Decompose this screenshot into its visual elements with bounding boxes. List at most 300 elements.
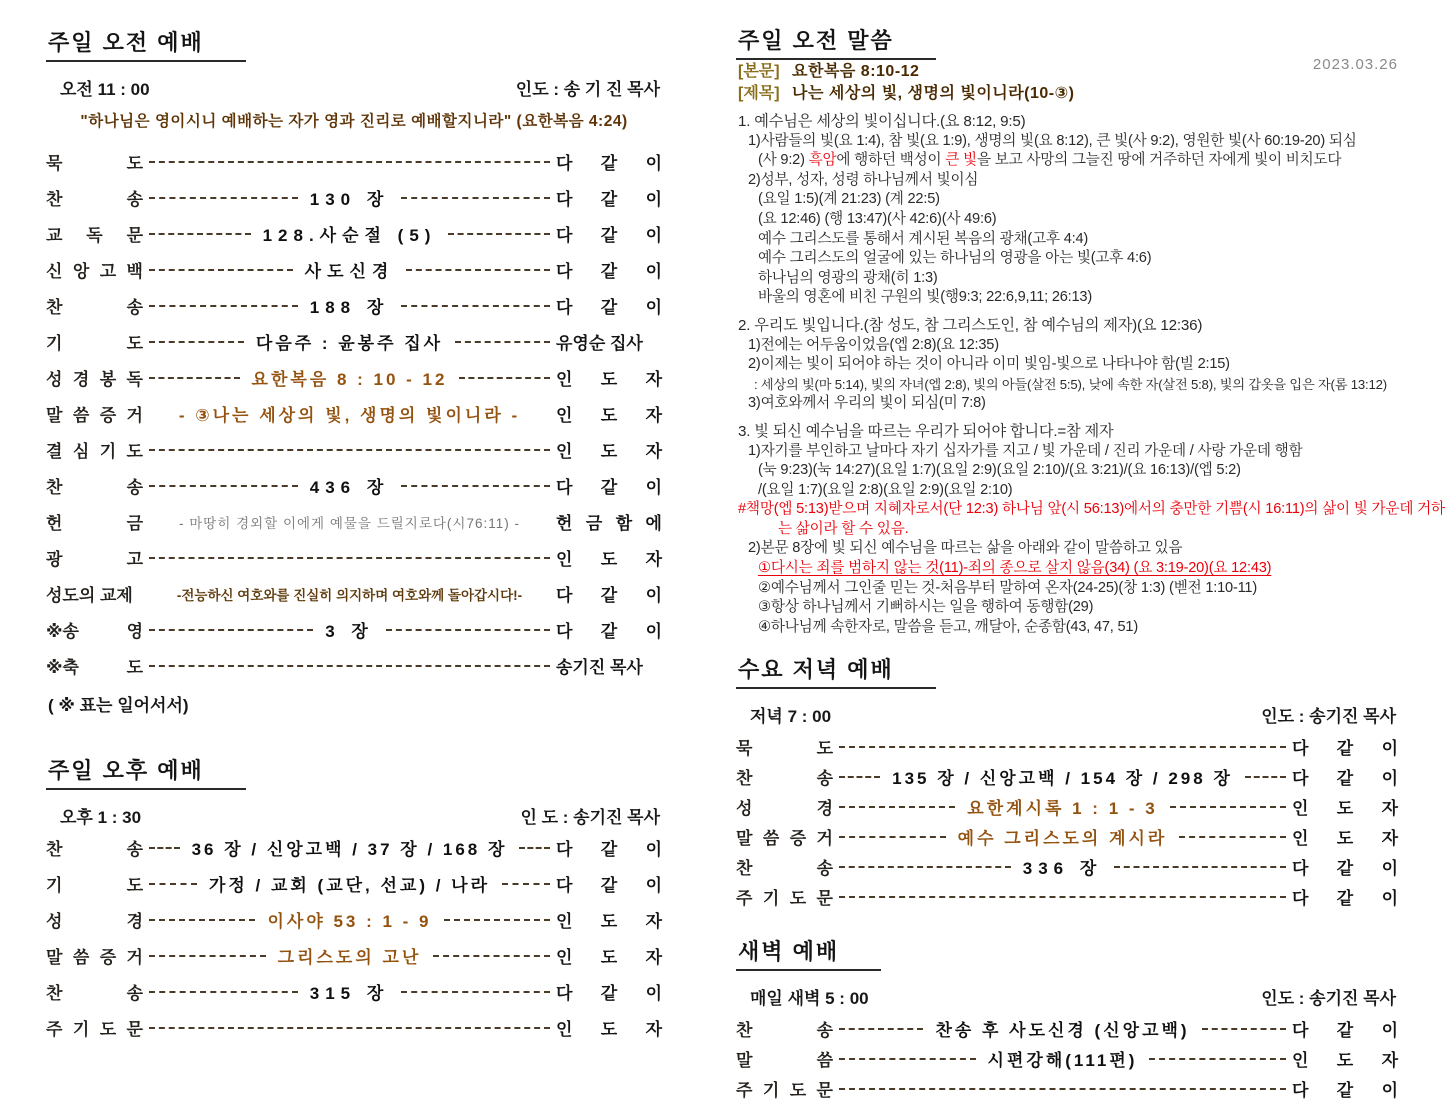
outline-line [758,269,1398,289]
row-respondent [1292,1016,1398,1041]
service-row [736,856,1398,877]
row-respondent-token: 금 [585,514,603,533]
row-label-token: 송 [126,478,143,497]
row-respondent [556,257,662,282]
service-row [46,945,662,966]
service-row [46,837,662,858]
row-label-token: 교 [46,226,63,245]
row-value: 다음주 : 윤봉주 집사 [255,334,444,353]
row-label [46,1015,143,1040]
row-middle [839,854,1286,879]
row-label-token: 문 [126,1020,143,1039]
row-middle [149,449,550,451]
row-label-token: 송 [816,769,833,789]
row-respondent-token: 자 [645,1020,662,1039]
dash-line [149,847,180,849]
row-respondent-token: 같 [600,622,618,641]
outline-line [758,598,1398,618]
row-label-token: 묵 [46,154,63,173]
row-label-token: 찬 [736,859,753,879]
row-label [736,1076,833,1101]
row-label-token: 경 [72,370,90,389]
row-middle [149,512,550,532]
outline-line [748,171,1398,191]
row-respondent-token: 자 [645,912,662,931]
outline-segment: 바울의 영혼에 비친 구원의 빛(행9:3; 22:6,9,11; 26:13) [758,289,1093,306]
outline-line [758,579,1398,599]
service-row [46,403,662,424]
service-row [46,583,662,604]
row-respondent-token: 같 [1336,889,1354,909]
outline-segment: (요 12:46) (행 13:47)(사 42:6)(사 49:6) [758,210,997,227]
row-label-token: 거 [816,829,833,849]
row-respondent-token: 이 [1381,769,1398,789]
outline-line [758,559,1398,579]
row-value: 예수 그리스도의 계시라 [957,829,1168,849]
row-respondent [556,473,662,498]
dash-line [401,485,550,487]
row-label-token: ※축 [46,658,79,677]
row-respondent-token: 다 [1292,889,1309,909]
outline-segment: 3. 빛 되신 예수님을 따르는 우리가 되어야 합니다.=참 제자 [738,422,1114,440]
row-respondent-token: 자 [1381,829,1398,849]
row-respondent [1292,854,1398,879]
outline-segment: 을 보고 사망의 그늘진 땅에 거주하던 자에게 빛이 비치도다 [976,152,1342,169]
row-respondent [1292,1046,1398,1071]
outline-segment: 1)사람들의 빛(요 1:4), 참 빛(요 1:9), 생명의 빛(요 8:12), 큰 빛(사 9:2), 영원한 빛(사 60:19-20) 되심 [748,132,1357,149]
service-row [736,886,1398,907]
outline-segment: ③항상 하나님께서 기뻐하시는 일을 행하여 동행함(29) [758,599,1094,616]
dash-line [149,883,197,885]
outline-segment: 1. 예수님은 세상의 빛이십니다.(요 8:12, 9:5) [738,113,1026,130]
row-label-token: 기 [46,334,63,353]
wednesday-info-line [750,702,1396,727]
outline-line [738,112,1398,132]
service-row [46,873,662,894]
row-label-token: 송 [816,1021,833,1041]
afternoon-time: 오후 1 : 30 [60,808,142,827]
dash-line [1170,806,1286,808]
row-label-token: 찬 [736,769,753,789]
row-respondent-token: 이 [645,190,662,209]
row-label-token: 말 [736,829,753,849]
row-respondent-token: 같 [600,298,618,317]
row-middle [839,1088,1286,1090]
row-respondent-token: 이 [645,876,662,895]
dash-line [1149,1058,1286,1060]
row-label-token: 찬 [46,298,63,317]
row-respondent [556,617,662,642]
row-respondent-token: 같 [600,154,618,173]
dash-line [406,269,550,271]
row-respondent-token: 이 [645,840,662,859]
dawn-service-section [736,935,1398,1099]
dash-line [839,806,955,808]
dash-line [433,955,550,957]
outline-segment: ①다시는 죄를 범하지 않는 것(11)-죄의 종으로 살지 않음(34) (요 3:19-20)(요 12:43) [758,560,1272,577]
service-row [46,367,662,388]
outline-segment: ②예수님께서 그인줄 믿는 것-처음부터 말하여 온자(24-25)(창 1:3) (벧전 1:10-11) [758,579,1258,596]
wednesday-leader: 인도 : 송기진 목사 [1261,707,1396,727]
row-respondent [1292,764,1398,789]
row-label [736,854,833,879]
row-respondent-token: 같 [600,840,618,859]
service-row [46,223,662,244]
service-row [46,909,662,930]
dash-line [149,665,550,667]
row-respondent-token: 도 [1336,829,1354,849]
dash-line [1114,866,1286,868]
right-column [736,24,1445,1108]
scripture-tag: [본문] [738,63,780,80]
row-label-token: ※송 [46,622,79,641]
row-label-token: 헌 [46,514,63,533]
service-row [46,619,662,640]
row-value: 3 장 [325,622,374,641]
row-middle [149,221,550,246]
row-middle [149,584,550,604]
row-label-token: 씀 [816,1051,833,1071]
row-middle [149,557,550,559]
row-value: 436 장 [309,478,390,497]
row-respondent-token: 같 [1336,739,1354,759]
dash-line [149,305,298,307]
row-respondent-token: 자 [645,370,662,389]
row-label [46,293,143,318]
row-respondent-token: 자 [645,550,662,569]
outline-segment: (사 9:2) [758,152,809,169]
wednesday-order-list [736,736,1398,907]
dash-line [839,776,880,778]
row-label-token: 문 [816,889,833,909]
row-label-token: 찬 [46,190,63,209]
row-respondent-token: 이 [645,478,662,497]
row-middle [149,185,550,210]
afternoon-leader: 인 도 : 송기진 목사 [520,808,660,827]
row-respondent [556,149,662,174]
row-respondent-token: 다 [1292,739,1309,759]
row-respondent-token: 도 [600,442,618,461]
row-respondent-token: 이 [645,984,662,1003]
dash-line [1179,836,1286,838]
row-label-token: 금 [126,514,143,533]
row-label-token: 기 [762,1081,780,1101]
row-label [736,734,833,759]
outline-line [738,500,1445,520]
outline-segment: 흑암 [808,152,837,169]
dash-line [149,449,550,451]
outline-segment: 예수 그리스도의 얼굴에 있는 하나님의 영광을 아는 빛(고후 4:6) [758,250,1152,267]
row-label-token: 고 [126,550,143,569]
service-row [736,1048,1398,1069]
outline-line [758,151,1398,171]
dash-line [149,955,266,957]
row-value: -전능하신 여호와를 진실히 의지하며 여호와께 돌아갑시다!- [176,587,523,603]
service-row [46,511,662,532]
row-label [46,365,143,390]
dash-line [401,197,550,199]
service-row [46,151,662,172]
outline-line [748,539,1398,559]
stand-footnote: ( ※ 표는 일어서서) [48,696,189,715]
row-middle [839,824,1286,849]
row-value: 188 장 [309,298,390,317]
row-label [46,329,143,354]
row-respondent-token: 같 [600,876,618,895]
outline-segment: 2. 우리도 빛입니다.(참 성도, 참 그리스도인, 참 예수님의 제자)(요 12:36) [738,316,1203,334]
row-respondent-token: 자 [645,406,662,425]
row-label [46,221,143,246]
row-label-token: 앙 [72,262,90,281]
outline-segment: 2)이제는 빛이 되어야 하는 것이 아니라 이미 빛임-빛으로 나타나야 함(빌 2:15) [748,356,1230,373]
row-value: 시편강해(111편) [987,1051,1138,1071]
row-respondent [556,437,662,462]
morning-time: 오전 11 : 00 [60,80,150,99]
row-respondent-token: 다 [556,984,573,1003]
row-respondent-token: 다 [1292,769,1309,789]
row-respondent [1292,794,1398,819]
row-middle [149,907,550,932]
outline-segment: ④하나님께 속한자로, 말씀을 듣고, 깨달아, 순종함(43, 47, 51) [758,618,1139,635]
row-label-token: 거 [126,948,143,967]
row-respondent-token: 유영순 집사 [556,334,643,353]
row-middle [149,871,550,896]
row-respondent-token: 인 [556,406,573,425]
row-respondent-token: 도 [600,912,618,931]
row-middle [149,979,550,1004]
row-respondent-token: 이 [1381,739,1398,759]
morning-order-list [46,151,662,676]
outline-segment: 는 삶이라 할 수 있음. [778,520,909,537]
row-respondent [556,943,662,968]
row-respondent-token: 같 [600,984,618,1003]
row-respondent [1292,824,1398,849]
row-label [736,824,833,849]
row-label [46,401,143,426]
row-label [46,185,143,210]
row-respondent [556,293,662,318]
row-middle [839,746,1286,748]
dash-line [149,161,550,163]
row-middle [149,401,550,426]
row-respondent-token: 인 [1292,829,1309,849]
row-label-token: 성 [46,912,63,931]
row-label-token: 주 [46,1020,63,1039]
row-label-token: 찬 [736,1021,753,1041]
row-label-token: 증 [789,829,807,849]
row-middle [149,665,550,667]
scripture-reference: 요한복음 8:10-12 [792,63,920,80]
dawn-leader: 인도 : 송기진 목사 [1261,989,1396,1009]
service-row [46,295,662,316]
service-row [736,736,1398,757]
service-row [46,547,662,568]
row-respondent-token: 다 [556,478,573,497]
row-respondent-token: 다 [1292,859,1309,879]
dash-line [401,305,550,307]
row-label [46,617,143,642]
row-middle [149,617,550,642]
row-respondent-token: 도 [1336,799,1354,819]
row-label-token: 신 [46,262,63,281]
row-label-token: 경 [126,912,143,931]
row-middle [149,473,550,498]
row-label [736,1046,833,1071]
outline-segment: 큰 빛 [945,152,977,169]
row-respondent-token: 같 [1336,769,1354,789]
row-value: 요한계시록 1 : 1 - 3 [967,799,1158,819]
row-respondent [1292,734,1398,759]
row-label [46,871,143,896]
row-respondent-token: 다 [556,154,573,173]
row-middle [839,794,1286,819]
row-middle [839,1046,1286,1071]
row-label-token: 거 [126,406,143,425]
dash-line [149,377,240,379]
worship-verse: "하나님은 영이시니 예배하는 자가 영과 진리로 예배할지니라" (요한복음 4:24) [80,113,628,130]
row-label-token: 성도의 교제 [46,586,133,605]
row-label-token: 독 [126,370,143,389]
row-label-token: 심 [72,442,90,461]
morning-service-title: 주일 오전 예배 [46,26,246,62]
dash-line [386,629,550,631]
outline-segment: 2)본문 8장에 빛 되신 예수님을 따르는 삶을 아래와 같이 말씀하고 있음 [748,540,1183,557]
row-respondent-token: 자 [1381,1051,1398,1071]
row-respondent-token: 같 [600,226,618,245]
row-label-token: 송 [126,840,143,859]
row-label-token: 도 [126,154,143,173]
row-label-token: 도 [789,1081,807,1101]
row-label-token: 송 [126,190,143,209]
afternoon-service-title: 주일 오후 예배 [46,754,246,790]
row-respondent-token: 인 [556,1020,573,1039]
dash-line [149,1027,550,1029]
row-label [46,653,143,678]
row-respondent-token: 도 [1336,1051,1354,1071]
row-label-token: 기 [762,889,780,909]
row-respondent-token: 같 [1336,1081,1354,1101]
row-middle [149,835,550,860]
row-label [736,884,833,909]
row-value: 315 장 [309,984,390,1003]
dash-line [149,919,255,921]
afternoon-order-list [46,837,662,1038]
row-respondent-token: 도 [600,406,618,425]
sermon-title-heading: 주일 오전 말씀 [736,24,936,60]
row-label-token: 씀 [762,829,780,849]
row-label-token: 도 [126,658,143,677]
row-label-token: 주 [736,1081,753,1101]
dawn-time: 매일 새벽 5 : 00 [750,989,869,1009]
wednesday-time: 저녁 7 : 00 [750,707,832,727]
row-respondent-token: 다 [1292,1021,1309,1041]
row-respondent-token: 헌 [556,514,573,533]
dash-line [401,991,550,993]
row-value: 130 장 [309,190,390,209]
row-respondent-token: 자 [645,442,662,461]
dash-line [519,847,550,849]
row-label-token: 성 [736,799,753,819]
service-row [46,1017,662,1038]
row-label-token: 문 [126,226,143,245]
row-label [46,943,143,968]
dash-line [839,896,1286,898]
dash-line [149,341,244,343]
sermon-outline [738,112,1445,637]
row-value: 128.사순절 (5) [262,226,437,245]
sermon-section [736,24,1445,637]
outline-segment: (요일 1:5)(계 21:23) (계 22:5) [758,191,940,208]
service-row [46,331,662,352]
row-label [46,149,143,174]
row-respondent-token: 다 [556,586,573,605]
outline-segment: /(요일 1:7)(요일 2:8)(요일 2:9)(요일 2:10) [758,481,1013,498]
dash-line [149,557,550,559]
row-label-token: 성 [46,370,63,389]
row-middle [149,257,550,282]
dash-line [149,269,293,271]
row-respondent-token: 인 [1292,1051,1309,1071]
row-label [46,979,143,1004]
dawn-order-list [736,1018,1398,1099]
row-respondent [556,329,662,354]
row-label-token: 찬 [46,984,63,1003]
dash-line [149,485,298,487]
row-label [46,257,143,282]
row-value: 336 장 [1022,859,1103,879]
dash-line [455,341,550,343]
row-label [46,581,143,606]
outline-line [748,336,1398,356]
row-label-token: 말 [46,948,63,967]
outline-segment: 3)여호와께서 우리의 빛이 되심(미 7:8) [748,395,986,412]
row-respondent [556,653,662,678]
row-middle [149,1027,550,1029]
row-respondent-token: 인 [556,370,573,389]
row-label-token: 찬 [46,840,63,859]
row-respondent-token: 이 [1381,859,1398,879]
row-label-token: 도 [99,1020,117,1039]
row-respondent-token: 이 [645,586,662,605]
row-label-token: 기 [46,876,63,895]
outline-segment: 예수 그리스도를 통해서 계시된 복음의 광채(고후 4:4) [758,230,1089,247]
row-respondent-token: 도 [600,1020,618,1039]
morning-info-line [60,75,660,100]
row-value: 그리스도의 고난 [277,948,422,967]
outline-line [738,316,1398,336]
sermon-subject: 나는 세상의 빛, 생명의 빛이니라(10-③) [792,85,1075,102]
row-label-token: 도 [816,739,833,759]
row-label [46,545,143,570]
row-respondent-token: 같 [1336,859,1354,879]
row-respondent-token: 다 [1292,1081,1309,1101]
row-respondent-token: 같 [600,190,618,209]
row-respondent-token: 인 [556,550,573,569]
outline-line [748,132,1398,152]
service-row [736,1018,1398,1039]
row-label-token: 도 [789,889,807,909]
row-respondent-token: 다 [556,298,573,317]
outline-line [758,618,1398,638]
row-respondent-token: 다 [556,622,573,641]
outline-segment: 에 행하던 백성이 [836,152,946,169]
row-label-token: 말 [736,1051,753,1071]
row-label-token: 봉 [99,370,117,389]
dash-line [149,233,251,235]
outline-line [758,190,1398,210]
dash-line [444,919,550,921]
outline-line [758,481,1398,501]
